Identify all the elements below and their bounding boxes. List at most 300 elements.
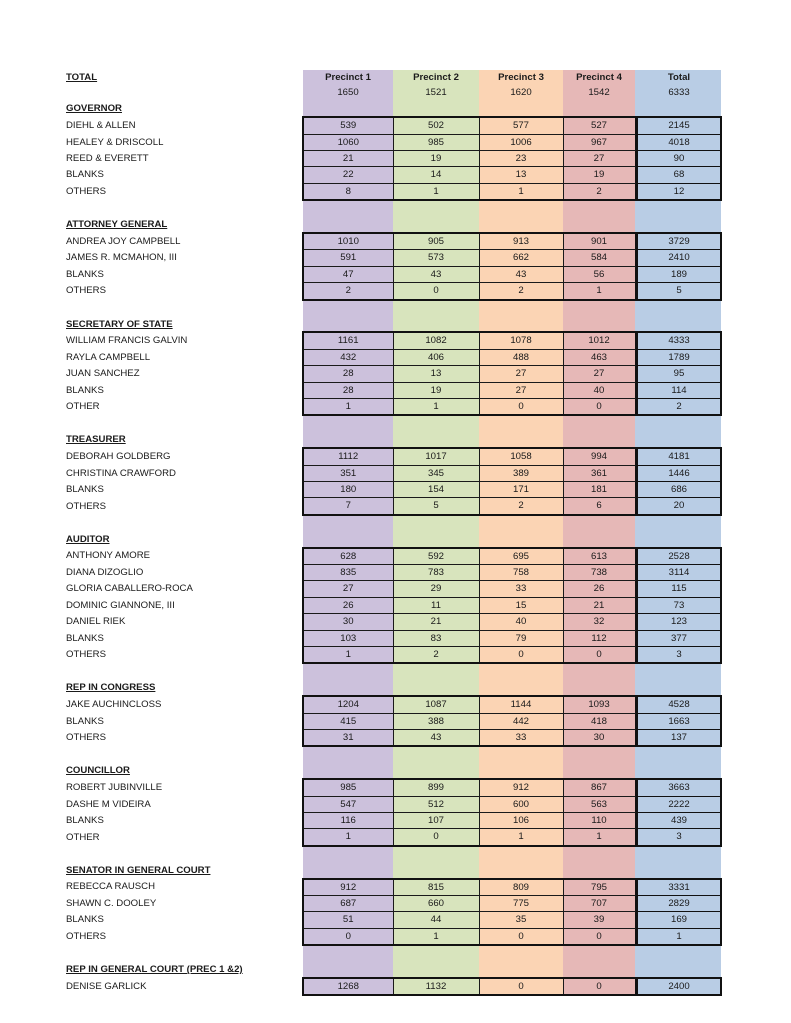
precinct-4-votes: 967 [563, 134, 635, 150]
spacer [563, 945, 635, 961]
precinct-4-votes: 30 [563, 730, 635, 747]
precinct-1-votes: 351 [303, 465, 393, 481]
spacer [303, 515, 393, 531]
precinct-4-votes: 27 [563, 366, 635, 382]
precinct-3-votes: 662 [479, 250, 563, 266]
candidate-name: BLANKS [66, 169, 104, 181]
table-row [66, 813, 721, 829]
precinct-3-votes: 913 [479, 233, 563, 250]
precinct-1-votes: 1204 [303, 696, 393, 713]
candidate-name: DEBORAH GOLDBERG [66, 450, 171, 462]
spacer [66, 515, 303, 531]
precinct-4-votes: 901 [563, 233, 635, 250]
spacer [393, 217, 479, 233]
total-votes: 377 [637, 630, 721, 646]
spacer [637, 200, 721, 216]
total-votes: 189 [637, 266, 721, 282]
precinct-1-votes: 985 [303, 779, 393, 796]
candidate-name: RAYLA CAMPBELL [66, 351, 151, 363]
spacer [637, 746, 721, 762]
table-row [66, 482, 721, 498]
precinct-2-votes: 573 [393, 250, 479, 266]
precinct-1-votes: 1 [303, 399, 393, 416]
spacer-row [66, 663, 721, 679]
candidate-name: BLANKS [66, 484, 104, 496]
precinct-3-votes: 13 [479, 167, 563, 183]
table-row [66, 829, 721, 846]
total-votes: 3114 [637, 565, 721, 581]
candidate-name: JAMES R. MCMAHON, III [66, 252, 177, 264]
spacer [563, 862, 635, 878]
table-row [66, 448, 721, 465]
section-title: REP IN GENERAL COURT (PREC 1 &2) [66, 964, 243, 976]
precinct-4-votes: 110 [563, 813, 635, 829]
precinct-2-votes: 11 [393, 597, 479, 613]
table-row [66, 630, 721, 646]
precinct-3-votes: 1006 [479, 134, 563, 150]
precinct-4-votes: 21 [563, 597, 635, 613]
precinct-2-votes: 19 [393, 151, 479, 167]
spacer [479, 962, 563, 978]
precinct-3-votes: 106 [479, 813, 563, 829]
table-row [66, 614, 721, 630]
column-header-total: Total [637, 70, 721, 85]
precinct-4-votes: 584 [563, 250, 635, 266]
section-header-row [66, 316, 721, 332]
spacer [303, 217, 393, 233]
precinct-4-votes: 1012 [563, 332, 635, 349]
table-row [66, 250, 721, 266]
total-votes: 1663 [637, 713, 721, 729]
table-row [66, 399, 721, 416]
precinct-4-votes: 19 [563, 167, 635, 183]
spacer [303, 432, 393, 448]
precinct-4-votes: 707 [563, 896, 635, 912]
precinct-4-votes: 613 [563, 548, 635, 565]
ballots-cast-total: 6333 [637, 85, 721, 100]
spacer [563, 531, 635, 547]
precinct-4-votes: 563 [563, 796, 635, 812]
spacer [479, 200, 563, 216]
precinct-1-votes: 103 [303, 630, 393, 646]
spacer [66, 746, 303, 762]
spacer [303, 200, 393, 216]
total-votes: 1789 [637, 349, 721, 365]
precinct-1-votes: 432 [303, 349, 393, 365]
spacer [393, 432, 479, 448]
precinct-4-votes: 418 [563, 713, 635, 729]
section-title: TREASURER [66, 434, 126, 446]
spacer [66, 415, 303, 431]
precinct-1-votes: 26 [303, 597, 393, 613]
table-row [66, 565, 721, 581]
precinct-1-votes: 22 [303, 167, 393, 183]
candidate-name: DOMINIC GIANNONE, III [66, 599, 175, 611]
spacer [637, 300, 721, 316]
candidate-name: BLANKS [66, 715, 104, 727]
spacer-row [66, 846, 721, 862]
total-votes: 115 [637, 581, 721, 597]
spacer [393, 862, 479, 878]
precinct-1-votes: 21 [303, 151, 393, 167]
precinct-1-votes: 912 [303, 879, 393, 896]
precinct-2-votes: 14 [393, 167, 479, 183]
spacer [393, 531, 479, 547]
total-votes: 4333 [637, 332, 721, 349]
precinct-3-votes: 1 [479, 183, 563, 200]
spacer [479, 432, 563, 448]
candidate-name: HEALEY & DRISCOLL [66, 136, 164, 148]
column-header-precinct-4: Precinct 4 [563, 70, 635, 85]
candidate-name: WILLIAM FRANCIS GALVIN [66, 335, 188, 347]
precinct-2-votes: 13 [393, 366, 479, 382]
precinct-3-votes: 0 [479, 928, 563, 945]
total-votes: 3331 [637, 879, 721, 896]
section-title: ATTORNEY GENERAL [66, 219, 168, 231]
precinct-4-votes: 32 [563, 614, 635, 630]
spacer [303, 746, 393, 762]
precinct-3-votes: 171 [479, 482, 563, 498]
ballots-cast-row [66, 85, 721, 100]
precinct-2-votes: 83 [393, 630, 479, 646]
section-header-row [66, 432, 721, 448]
spacer [393, 962, 479, 978]
total-votes: 4018 [637, 134, 721, 150]
spacer [393, 300, 479, 316]
section-header-row [66, 680, 721, 696]
table-row [66, 978, 721, 995]
total-votes: 4528 [637, 696, 721, 713]
spacer [637, 846, 721, 862]
column-header-precinct-1: Precinct 1 [303, 70, 393, 85]
precinct-4-votes: 867 [563, 779, 635, 796]
precinct-2-votes: 905 [393, 233, 479, 250]
spacer [637, 217, 721, 233]
section-title: COUNCILLOR [66, 765, 130, 777]
total-votes: 68 [637, 167, 721, 183]
precinct-1-votes: 591 [303, 250, 393, 266]
precinct-3-votes: 488 [479, 349, 563, 365]
spacer [393, 200, 479, 216]
table-row [66, 730, 721, 747]
precinct-1-votes: 30 [303, 614, 393, 630]
table-row [66, 581, 721, 597]
precinct-2-votes: 815 [393, 879, 479, 896]
precinct-3-votes: 2 [479, 283, 563, 300]
precinct-4-votes: 27 [563, 151, 635, 167]
precinct-3-votes: 1058 [479, 448, 563, 465]
ballots-cast-label [66, 85, 303, 100]
total-votes: 114 [637, 382, 721, 398]
spacer-row [66, 515, 721, 531]
precinct-2-votes: 985 [393, 134, 479, 150]
spacer [563, 200, 635, 216]
candidate-name: DIANA DIZOGLIO [66, 567, 144, 579]
precinct-3-votes: 775 [479, 896, 563, 912]
precinct-4-votes: 181 [563, 482, 635, 498]
precinct-1-votes: 51 [303, 912, 393, 928]
section-header-row [66, 962, 721, 978]
candidate-name: OTHERS [66, 732, 106, 744]
spacer [637, 680, 721, 696]
spacer [479, 217, 563, 233]
precinct-2-votes: 345 [393, 465, 479, 481]
precinct-1-votes: 47 [303, 266, 393, 282]
precinct-2-votes: 2 [393, 647, 479, 664]
spacer [637, 432, 721, 448]
precinct-3-votes: 27 [479, 366, 563, 382]
spacer [637, 316, 721, 332]
precinct-3-votes: 0 [479, 647, 563, 664]
precinct-1-votes: 28 [303, 382, 393, 398]
total-votes: 2222 [637, 796, 721, 812]
precinct-1-votes: 687 [303, 896, 393, 912]
spacer [303, 531, 393, 547]
candidate-name: BLANKS [66, 632, 104, 644]
precinct-3-votes: 33 [479, 581, 563, 597]
table-row [66, 713, 721, 729]
candidate-name: GLORIA CABALLERO-ROCA [66, 583, 193, 595]
precinct-2-votes: 29 [393, 581, 479, 597]
spacer [637, 763, 721, 779]
candidate-name: ANDREA JOY CAMPBELL [66, 235, 181, 247]
table-row [66, 548, 721, 565]
spacer [66, 300, 303, 316]
precinct-1-votes: 1 [303, 829, 393, 846]
precinct-3-votes: 1 [479, 829, 563, 846]
total-votes: 169 [637, 912, 721, 928]
candidate-name: ANTHONY AMORE [66, 550, 151, 562]
precinct-1-votes: 116 [303, 813, 393, 829]
total-votes: 3663 [637, 779, 721, 796]
total-votes: 1446 [637, 465, 721, 481]
candidate-name: OTHERS [66, 186, 106, 198]
table-row [66, 183, 721, 200]
spacer [479, 515, 563, 531]
section-title: SENATOR IN GENERAL COURT [66, 864, 211, 876]
precinct-4-votes: 361 [563, 465, 635, 481]
spacer [393, 663, 479, 679]
section-title: AUDITOR [66, 533, 110, 545]
precinct-3-votes: 695 [479, 548, 563, 565]
table-row [66, 912, 721, 928]
precinct-2-votes: 44 [393, 912, 479, 928]
precinct-1-votes: 1268 [303, 978, 393, 995]
spacer [563, 101, 635, 117]
total-votes: 95 [637, 366, 721, 382]
precinct-3-votes: 1078 [479, 332, 563, 349]
candidate-name: BLANKS [66, 268, 104, 280]
precinct-4-votes: 112 [563, 630, 635, 646]
spacer [66, 200, 303, 216]
section-title: REP IN CONGRESS [66, 682, 156, 694]
precinct-4-votes: 6 [563, 498, 635, 515]
precinct-2-votes: 1087 [393, 696, 479, 713]
precinct-1-votes: 539 [303, 117, 393, 134]
table-row [66, 465, 721, 481]
spacer [479, 663, 563, 679]
precinct-3-votes: 35 [479, 912, 563, 928]
precinct-3-votes: 15 [479, 597, 563, 613]
spacer [479, 846, 563, 862]
total-votes: 2145 [637, 117, 721, 134]
total-votes: 2 [637, 399, 721, 416]
precinct-1-votes: 31 [303, 730, 393, 747]
spacer [303, 663, 393, 679]
spacer [479, 680, 563, 696]
candidate-name: REED & EVERETT [66, 153, 149, 165]
precinct-1-votes: 27 [303, 581, 393, 597]
candidate-name: CHRISTINA CRAWFORD [66, 467, 176, 479]
precinct-3-votes: 809 [479, 879, 563, 896]
table-row [66, 266, 721, 282]
table-row [66, 382, 721, 398]
candidate-name: OTHER [66, 401, 100, 413]
total-votes: 1 [637, 928, 721, 945]
spacer [393, 746, 479, 762]
total-votes: 4181 [637, 448, 721, 465]
spacer [563, 515, 635, 531]
header-row [66, 70, 721, 85]
spacer [563, 846, 635, 862]
precinct-4-votes: 39 [563, 912, 635, 928]
spacer [479, 862, 563, 878]
spacer-row [66, 945, 721, 961]
precinct-1-votes: 0 [303, 928, 393, 945]
section-header-row [66, 217, 721, 233]
column-header-precinct-3: Precinct 3 [479, 70, 563, 85]
spacer [479, 746, 563, 762]
precinct-3-votes: 0 [479, 978, 563, 995]
spacer [637, 415, 721, 431]
total-votes: 5 [637, 283, 721, 300]
precinct-3-votes: 2 [479, 498, 563, 515]
ballots-cast-precinct-3: 1620 [479, 85, 563, 100]
spacer [66, 846, 303, 862]
precinct-4-votes: 56 [563, 266, 635, 282]
precinct-1-votes: 628 [303, 548, 393, 565]
precinct-4-votes: 463 [563, 349, 635, 365]
spacer [303, 415, 393, 431]
candidate-name: BLANKS [66, 384, 104, 396]
spacer-row [66, 415, 721, 431]
precinct-4-votes: 26 [563, 581, 635, 597]
spacer [563, 415, 635, 431]
precinct-2-votes: 1 [393, 183, 479, 200]
precinct-1-votes: 8 [303, 183, 393, 200]
spacer [303, 763, 393, 779]
section-title: GOVERNOR [66, 103, 122, 115]
precinct-2-votes: 592 [393, 548, 479, 565]
precinct-2-votes: 1 [393, 928, 479, 945]
precinct-2-votes: 899 [393, 779, 479, 796]
precinct-2-votes: 783 [393, 565, 479, 581]
precinct-3-votes: 758 [479, 565, 563, 581]
candidate-name: BLANKS [66, 914, 104, 926]
precinct-4-votes: 0 [563, 978, 635, 995]
spacer-row [66, 300, 721, 316]
section-header-row [66, 763, 721, 779]
spacer [563, 746, 635, 762]
spacer [393, 515, 479, 531]
precinct-2-votes: 660 [393, 896, 479, 912]
precinct-2-votes: 388 [393, 713, 479, 729]
precinct-4-votes: 1 [563, 829, 635, 846]
precinct-3-votes: 43 [479, 266, 563, 282]
precinct-2-votes: 502 [393, 117, 479, 134]
candidate-name: OTHERS [66, 931, 106, 943]
spacer [479, 531, 563, 547]
section-header-row [66, 862, 721, 878]
candidate-name: JAKE AUCHINCLOSS [66, 699, 162, 711]
spacer [563, 663, 635, 679]
precinct-2-votes: 154 [393, 482, 479, 498]
precinct-2-votes: 406 [393, 349, 479, 365]
precinct-4-votes: 795 [563, 879, 635, 896]
table-row [66, 117, 721, 134]
precinct-1-votes: 2 [303, 283, 393, 300]
precinct-3-votes: 0 [479, 399, 563, 416]
precinct-2-votes: 19 [393, 382, 479, 398]
precinct-2-votes: 0 [393, 283, 479, 300]
spacer [303, 680, 393, 696]
table-row [66, 796, 721, 812]
table-row [66, 167, 721, 183]
candidate-name: OTHERS [66, 500, 106, 512]
total-votes: 12 [637, 183, 721, 200]
spacer [303, 316, 393, 332]
section-title: SECRETARY OF STATE [66, 318, 173, 330]
candidate-name: BLANKS [66, 815, 104, 827]
precinct-3-votes: 40 [479, 614, 563, 630]
spacer [563, 217, 635, 233]
precinct-4-votes: 2 [563, 183, 635, 200]
precinct-3-votes: 1144 [479, 696, 563, 713]
table-row [66, 779, 721, 796]
total-votes: 3729 [637, 233, 721, 250]
table-row [66, 597, 721, 613]
precinct-3-votes: 442 [479, 713, 563, 729]
table-row [66, 647, 721, 664]
precinct-2-votes: 1 [393, 399, 479, 416]
precinct-2-votes: 1132 [393, 978, 479, 995]
total-votes: 73 [637, 597, 721, 613]
precinct-1-votes: 1112 [303, 448, 393, 465]
ballots-cast-precinct-4: 1542 [563, 85, 635, 100]
candidate-name: DIEHL & ALLEN [66, 119, 136, 131]
spacer-row [66, 746, 721, 762]
precinct-2-votes: 1082 [393, 332, 479, 349]
candidate-name: OTHERS [66, 649, 106, 661]
spacer [479, 101, 563, 117]
candidate-name: OTHER [66, 831, 100, 843]
spacer [393, 415, 479, 431]
precinct-1-votes: 1 [303, 647, 393, 664]
table-row [66, 498, 721, 515]
spacer [393, 763, 479, 779]
spacer [393, 846, 479, 862]
precinct-1-votes: 1161 [303, 332, 393, 349]
total-votes: 2528 [637, 548, 721, 565]
table-row [66, 879, 721, 896]
spacer [479, 415, 563, 431]
precinct-3-votes: 389 [479, 465, 563, 481]
precinct-3-votes: 600 [479, 796, 563, 812]
precinct-4-votes: 0 [563, 647, 635, 664]
precinct-3-votes: 79 [479, 630, 563, 646]
precinct-3-votes: 23 [479, 151, 563, 167]
precinct-3-votes: 27 [479, 382, 563, 398]
